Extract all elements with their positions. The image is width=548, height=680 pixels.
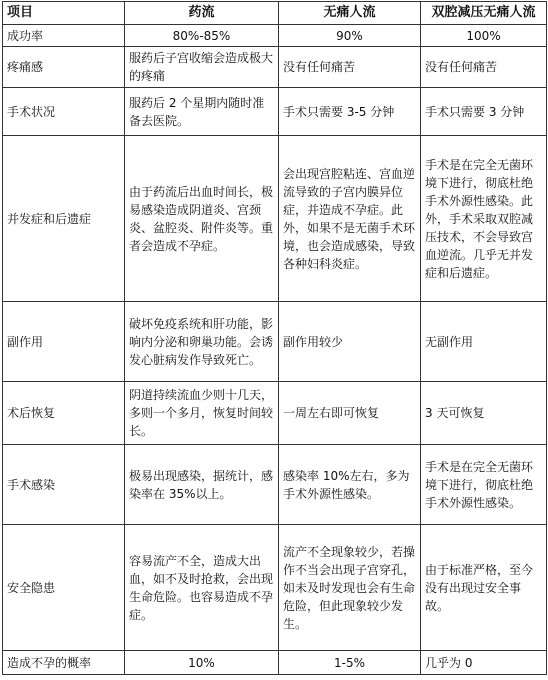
- table-cell: 手术是在完全无菌环境下进行，彻底杜绝手术外源性感染。此外，手术采取双腔减压技术，不会导致宫血逆流。几乎无并发症和后遗症。: [421, 136, 547, 302]
- table-cell: 由于药流后出血时间长，极易感染造成阴道炎、宫颈炎、盆腔炎、附件炎等。重者会造成不孕症。: [125, 136, 279, 302]
- table-cell: 90%: [279, 25, 421, 47]
- table-cell: 极易出现感染，据统计，感染率在 35%以上。: [125, 445, 279, 525]
- header-item: 项目: [3, 2, 125, 25]
- row-label: 安全隐患: [3, 525, 125, 651]
- header-row: [3, 2, 547, 25]
- table-row: [3, 88, 547, 136]
- comparison-table: [2, 1, 547, 675]
- table-cell: 副作用较少: [279, 302, 421, 382]
- row-label: 术后恢复: [3, 382, 125, 445]
- table-row: [3, 382, 547, 445]
- table-cell: 80%-85%: [125, 25, 279, 47]
- table-cell: 容易流产不全，造成大出血，如不及时抢救，会出现生命危险。也容易造成不孕症。: [125, 525, 279, 651]
- header-painless-abortion: 无痛人流: [279, 2, 421, 25]
- table-cell: 会出现宫腔粘连、宫血逆流导致的子宫内膜异位症，并造成不孕症。此外，如果不是无菌手术环境，也会造成感染，导致各种妇科炎症。: [279, 136, 421, 302]
- row-label: 手术状况: [3, 88, 125, 136]
- header-medical-abortion: 药流: [125, 2, 279, 25]
- table-cell: 手术是在完全无菌环境下进行，彻底杜绝手术外源性感染。: [421, 445, 547, 525]
- table-row: [3, 651, 547, 675]
- table-cell: 1-5%: [279, 651, 421, 675]
- table-cell: 阴道持续流血少则十几天，多则一个多月，恢复时间较长。: [125, 382, 279, 445]
- table-row: [3, 445, 547, 525]
- table-cell: 服药后子宫收缩会造成极大的疼痛: [125, 47, 279, 88]
- table-row: [3, 525, 547, 651]
- table-row: [3, 47, 547, 88]
- table-row: [3, 136, 547, 302]
- table-cell: 3 天可恢复: [421, 382, 547, 445]
- table-cell: 由于标准严格，至今没有出现过安全事故。: [421, 525, 547, 651]
- table-cell: 感染率 10%左右，多为手术外源性感染。: [279, 445, 421, 525]
- table-cell: 破坏免疫系统和肝功能，影响内分泌和卵巢功能。会诱发心脏病发作导致死亡。: [125, 302, 279, 382]
- row-label: 副作用: [3, 302, 125, 382]
- table-row: [3, 302, 547, 382]
- row-label: 疼痛感: [3, 47, 125, 88]
- table-cell: 无副作用: [421, 302, 547, 382]
- table-cell: 服药后 2 个星期内随时准备去医院。: [125, 88, 279, 136]
- table-cell: 一周左右即可恢复: [279, 382, 421, 445]
- header-double-lumen-painless-abortion: 双腔减压无痛人流: [421, 2, 547, 25]
- table-cell: 10%: [125, 651, 279, 675]
- row-label: 并发症和后遗症: [3, 136, 125, 302]
- table-cell: 没有任何痛苦: [279, 47, 421, 88]
- row-label: 手术感染: [3, 445, 125, 525]
- table-cell: 手术只需要 3 分钟: [421, 88, 547, 136]
- table-cell: 流产不全现象较少，若操作不当会出现子宫穿孔，如未及时发现也会有生命危险，但此现象较少发生。: [279, 525, 421, 651]
- table-cell: 手术只需要 3-5 分钟: [279, 88, 421, 136]
- table-cell: 100%: [421, 25, 547, 47]
- table-row: [3, 25, 547, 47]
- table-cell: 没有任何痛苦: [421, 47, 547, 88]
- row-label: 成功率: [3, 25, 125, 47]
- row-label: 造成不孕的概率: [3, 651, 125, 675]
- table-cell: 几乎为 0: [421, 651, 547, 675]
